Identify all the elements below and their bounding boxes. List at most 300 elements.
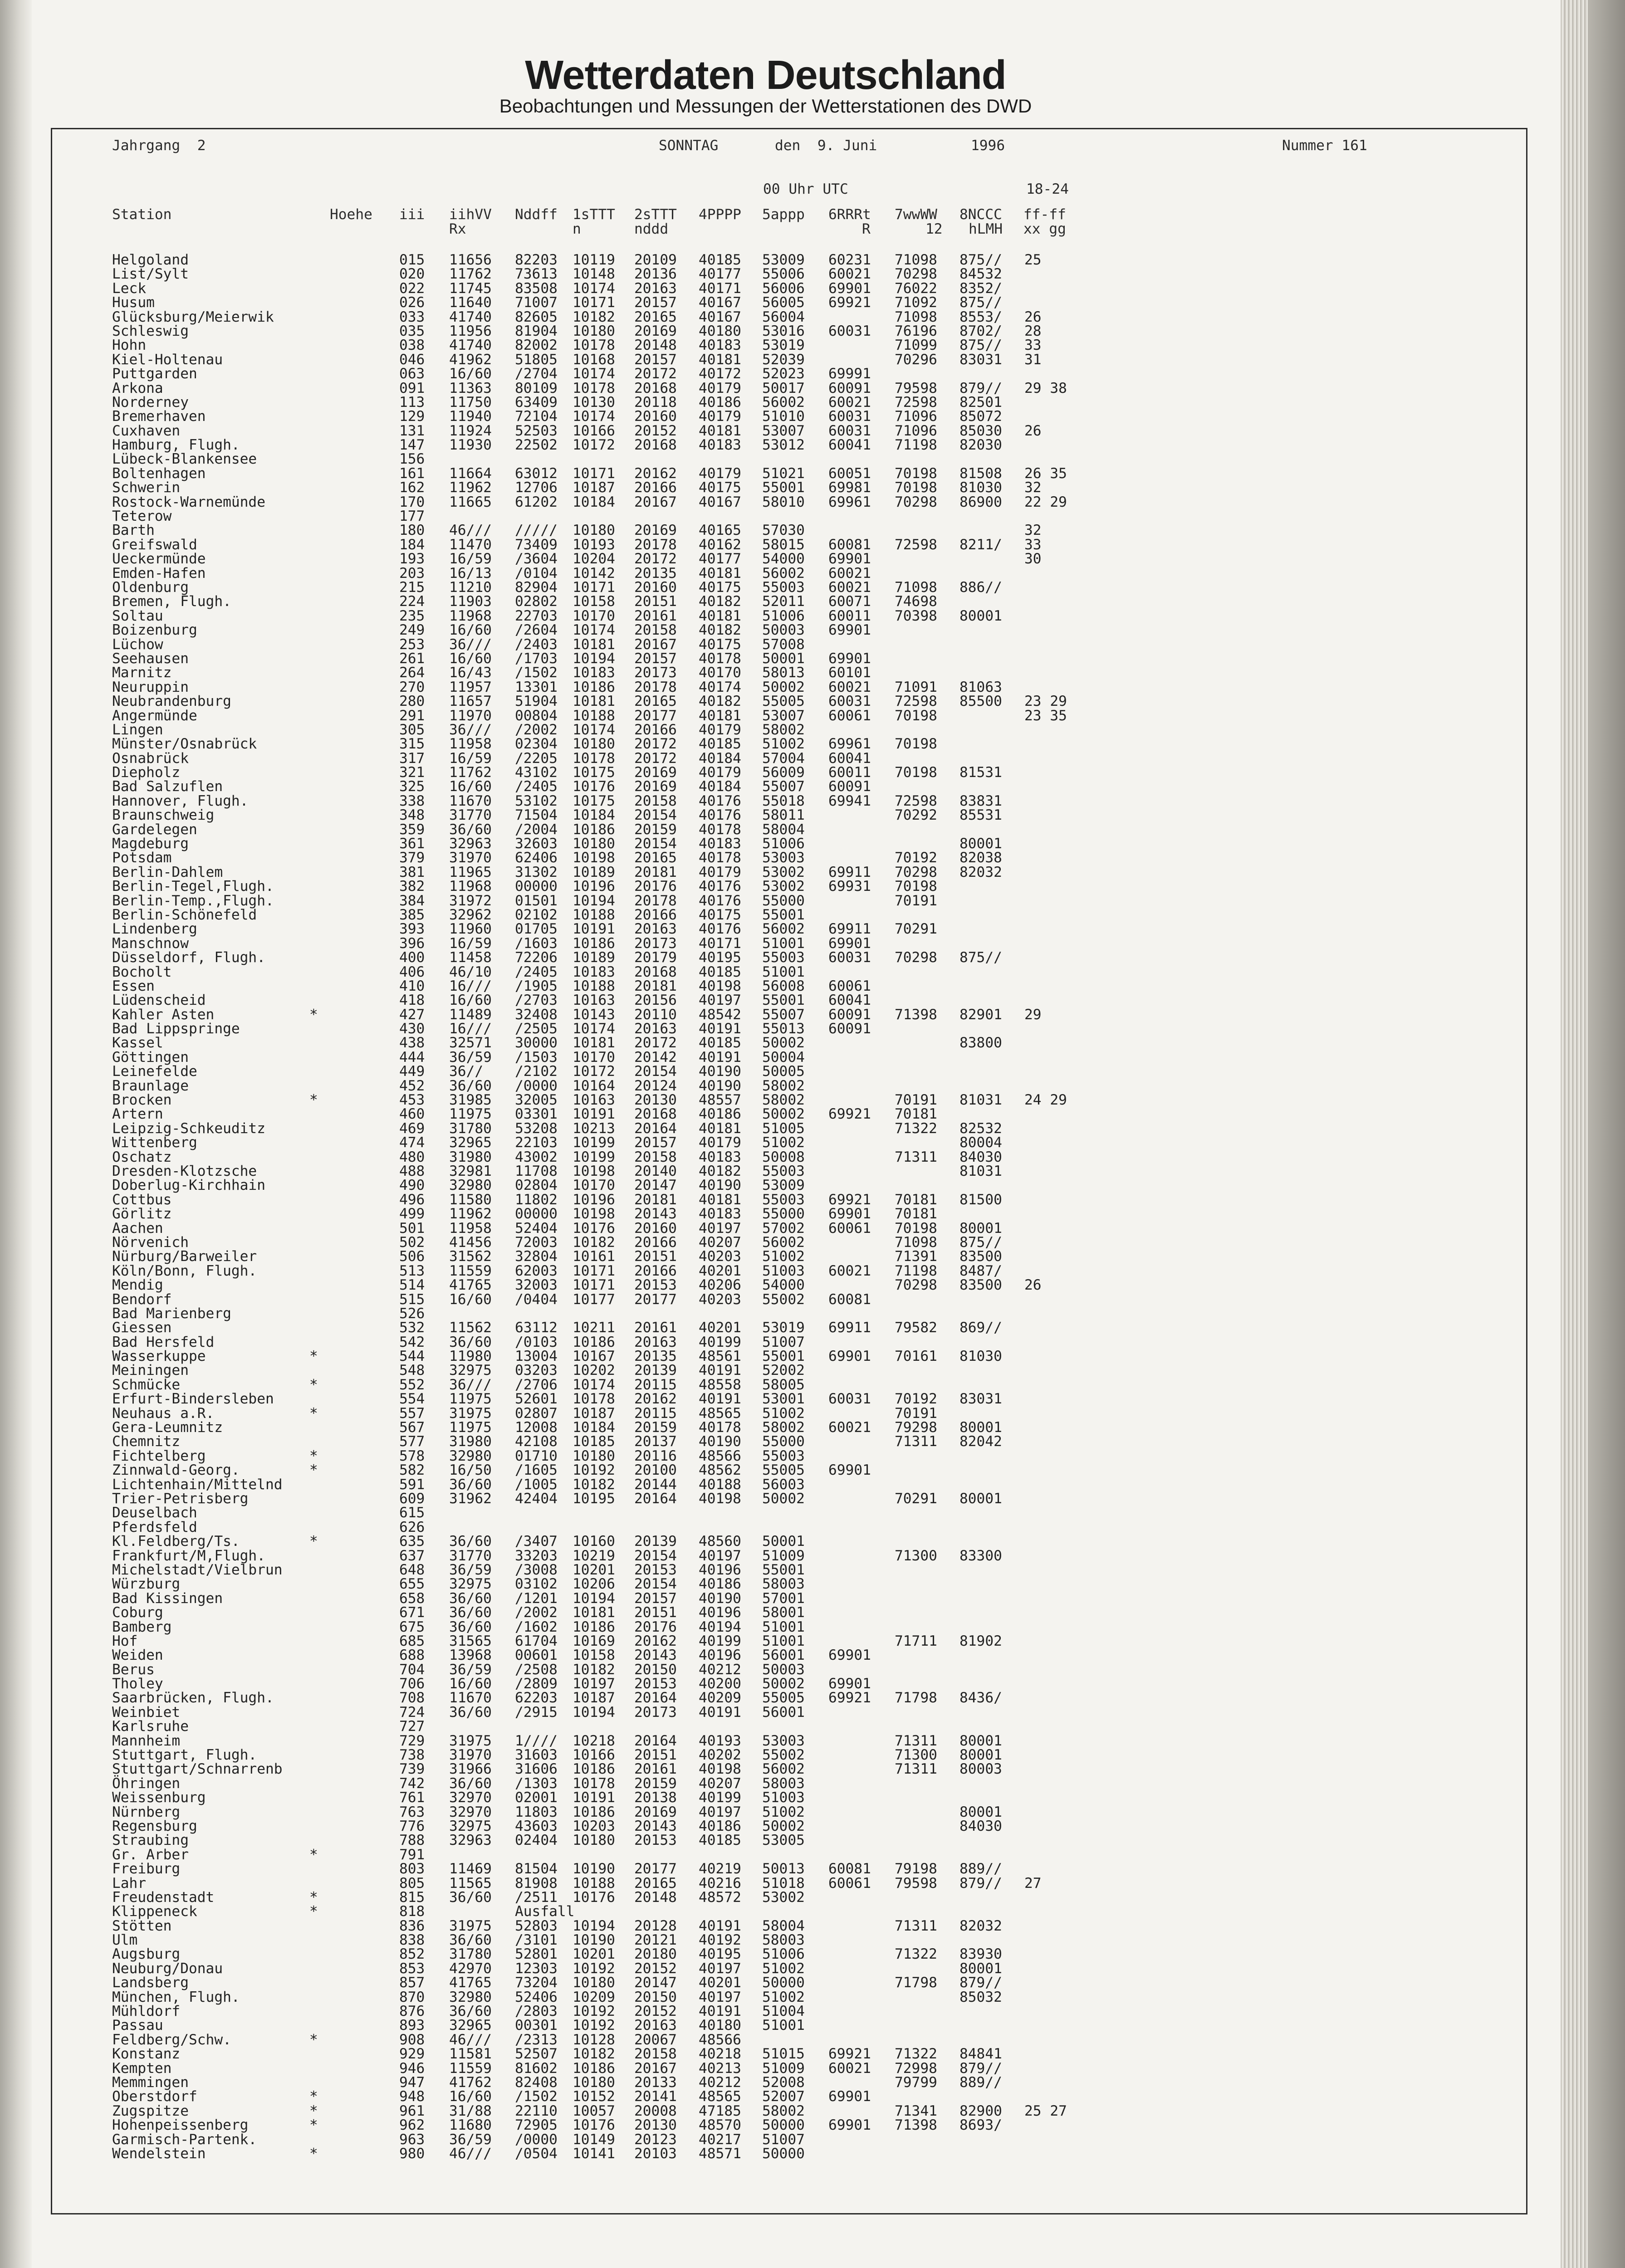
cell-appp: 53003 bbox=[762, 850, 805, 866]
cell-rrr: 60021 bbox=[828, 394, 871, 411]
cell-nccc: 875// bbox=[959, 337, 1002, 354]
cell-station: Hof bbox=[112, 1633, 138, 1649]
cell-station: Neuruppin bbox=[112, 679, 189, 695]
cell-iihvv: 11580 bbox=[449, 1191, 492, 1208]
cell-ttt: 10183 bbox=[573, 963, 615, 980]
cell-rrr: 60091 bbox=[828, 380, 871, 396]
cell-ddd: 20159 bbox=[634, 821, 677, 838]
cell-appp: 53009 bbox=[762, 1177, 805, 1194]
cell-iii: 544 bbox=[399, 1348, 425, 1365]
cell-rrr: 69901 bbox=[828, 2117, 871, 2134]
cell-nddff: 43002 bbox=[515, 1149, 558, 1165]
cell-www: 70181 bbox=[895, 1191, 937, 1208]
cell-station: Zugspitze bbox=[112, 2102, 189, 2119]
cell-iii: 410 bbox=[399, 978, 425, 994]
cell-appp: 56002 bbox=[762, 565, 805, 582]
cell-appp: 58002 bbox=[762, 1077, 805, 1094]
cell-station: Gera-Leumnitz bbox=[112, 1419, 223, 1436]
cell-pppp: 40175 bbox=[699, 636, 741, 653]
cell-pppp: 40175 bbox=[699, 579, 741, 596]
cell-ddd: 20162 bbox=[634, 1633, 677, 1649]
cell-ddd: 20110 bbox=[634, 1006, 677, 1023]
cell-ddd: 20157 bbox=[634, 650, 677, 667]
cell-rrr: 60031 bbox=[828, 693, 871, 710]
cell-appp: 57004 bbox=[762, 750, 805, 767]
cell-ddd: 20167 bbox=[634, 636, 677, 653]
cell-appp: 53002 bbox=[762, 878, 805, 895]
cell-ttt: 10170 bbox=[573, 1049, 615, 1066]
cell-nccc: 889// bbox=[959, 2074, 1002, 2091]
cell-ddd: 20139 bbox=[634, 1533, 677, 1550]
cell-station: Meiningen bbox=[112, 1362, 189, 1379]
cell-ddd: 20151 bbox=[634, 1248, 677, 1265]
cell-ttt: 10180 bbox=[573, 1832, 615, 1849]
cell-iihvv: 16/59 bbox=[449, 935, 492, 952]
cell-appp: 51001 bbox=[762, 1618, 805, 1635]
cell-www: 71391 bbox=[895, 1248, 937, 1265]
cell-ttt: 10181 bbox=[573, 636, 615, 653]
cell-iii: 033 bbox=[399, 308, 425, 325]
cell-pppp: 40203 bbox=[699, 1248, 741, 1265]
cell-appp: 50001 bbox=[762, 1533, 805, 1550]
cell-ttt: 10199 bbox=[573, 1134, 615, 1151]
cell-nccc: 85030 bbox=[959, 422, 1002, 439]
cell-rrr: 69901 bbox=[828, 1647, 871, 1664]
col-header-ff: ff-ff bbox=[1023, 206, 1066, 223]
cell-www: 70292 bbox=[895, 807, 937, 824]
cell-iii: 706 bbox=[399, 1676, 425, 1692]
cell-rrr: 60061 bbox=[828, 707, 871, 724]
cell-appp: 55001 bbox=[762, 906, 805, 923]
cell-iii: 876 bbox=[399, 2003, 425, 2020]
cell-nddff: 00301 bbox=[515, 2017, 558, 2034]
cell-nccc: 85032 bbox=[959, 1989, 1002, 2005]
cell-iihvv: 11745 bbox=[449, 280, 492, 297]
cell-station: Marnitz bbox=[112, 665, 172, 681]
cell-nccc: 80003 bbox=[959, 1761, 1002, 1778]
cell-appp: 56002 bbox=[762, 1234, 805, 1251]
cell-appp: 51006 bbox=[762, 607, 805, 624]
cell-station: Glücksburg/Meierwik bbox=[112, 308, 274, 325]
cell-ddd: 20181 bbox=[634, 864, 677, 880]
cell-nccc: 83500 bbox=[959, 1248, 1002, 1265]
cell-iii: 708 bbox=[399, 1690, 425, 1706]
cell-appp: 55001 bbox=[762, 479, 805, 496]
cell-ff: 26 35 bbox=[1024, 465, 1067, 482]
cell-rrr: 60031 bbox=[828, 323, 871, 339]
cell-iii: 385 bbox=[399, 906, 425, 923]
cell-www: 70198 bbox=[895, 1220, 937, 1237]
cell-pppp: 40162 bbox=[699, 536, 741, 553]
cell-ddd: 20156 bbox=[634, 992, 677, 1009]
cell-ddd: 20172 bbox=[634, 736, 677, 753]
cell-nddff: /1603 bbox=[515, 935, 558, 952]
cell-station: Garmisch-Partenk. bbox=[112, 2131, 257, 2148]
cell-appp: 55002 bbox=[762, 1291, 805, 1308]
cell-appp: 51002 bbox=[762, 1804, 805, 1820]
cell-ttt: 10199 bbox=[573, 1149, 615, 1165]
cell-iihvv: 11670 bbox=[449, 1690, 492, 1706]
cell-station: Weinbiet bbox=[112, 1704, 181, 1721]
cell-pppp: 40177 bbox=[699, 266, 741, 283]
cell-nccc: 80004 bbox=[959, 1134, 1002, 1151]
cell-ddd: 20154 bbox=[634, 1063, 677, 1080]
cell-nddff: 72003 bbox=[515, 1234, 558, 1251]
cell-iihvv: 32970 bbox=[449, 1789, 492, 1806]
col-header-station: Station bbox=[112, 206, 172, 223]
cell-pppp: 48566 bbox=[699, 2031, 741, 2048]
cell-station: Wendelstein bbox=[112, 2145, 206, 2162]
cell-station: Feldberg/Schw. bbox=[112, 2031, 231, 2048]
cell-pppp: 40203 bbox=[699, 1291, 741, 1308]
cell-nddff: 72905 bbox=[515, 2117, 558, 2134]
cell-iii: 453 bbox=[399, 1092, 425, 1109]
cell-nddff: 63409 bbox=[515, 394, 558, 411]
cell-station: Gardelegen bbox=[112, 821, 197, 838]
cell-iii: 406 bbox=[399, 963, 425, 980]
cell-ttt: 10161 bbox=[573, 1248, 615, 1265]
cell-www: 71311 bbox=[895, 1732, 937, 1749]
cell-appp: 50001 bbox=[762, 650, 805, 667]
cell-ddd: 20151 bbox=[634, 1604, 677, 1621]
cell-ttt: 10188 bbox=[573, 707, 615, 724]
cell-ttt: 10143 bbox=[573, 1006, 615, 1023]
cell-ttt: 10180 bbox=[573, 2074, 615, 2091]
cell-pppp: 40167 bbox=[699, 494, 741, 510]
cell-rrr: 69921 bbox=[828, 2046, 871, 2063]
cell-iihvv: 31770 bbox=[449, 1547, 492, 1564]
cell-iihvv: 11640 bbox=[449, 294, 492, 311]
cell-nddff: /1703 bbox=[515, 650, 558, 667]
period-window: 18-24 bbox=[1026, 181, 1069, 197]
cell-nddff: 12706 bbox=[515, 479, 558, 496]
cell-nddff: 02807 bbox=[515, 1405, 558, 1422]
cell-iii: 738 bbox=[399, 1747, 425, 1764]
cell-pppp: 48565 bbox=[699, 2088, 741, 2105]
cell-www: 71398 bbox=[895, 1006, 937, 1023]
cell-appp: 50002 bbox=[762, 679, 805, 695]
cell-pppp: 40182 bbox=[699, 693, 741, 710]
cell-rrr: 69961 bbox=[828, 736, 871, 753]
cell-ddd: 20180 bbox=[634, 1946, 677, 1963]
cell-pppp: 40167 bbox=[699, 308, 741, 325]
cell-pppp: 48542 bbox=[699, 1006, 741, 1023]
cell-appp: 51003 bbox=[762, 1789, 805, 1806]
cell-marker: * bbox=[309, 1903, 318, 1920]
cell-rrr: 60051 bbox=[828, 465, 871, 482]
cell-station: Bad Hersfeld bbox=[112, 1334, 215, 1350]
cell-ddd: 20123 bbox=[634, 2131, 677, 2148]
cell-appp: 50002 bbox=[762, 1818, 805, 1834]
cell-ddd: 20157 bbox=[634, 1590, 677, 1607]
cell-appp: 55007 bbox=[762, 1006, 805, 1023]
cell-ttt: 10186 bbox=[573, 2060, 615, 2077]
cell-iihvv: 36/59 bbox=[449, 1561, 492, 1578]
cell-iihvv: 16/// bbox=[449, 978, 492, 994]
cell-iihvv: 11363 bbox=[449, 380, 492, 396]
cell-appp: 57030 bbox=[762, 522, 805, 539]
cell-ttt: 10182 bbox=[573, 2046, 615, 2063]
cell-station: Stötten bbox=[112, 1917, 172, 1934]
cell-rrr: 60011 bbox=[828, 764, 871, 781]
cell-iii: 815 bbox=[399, 1889, 425, 1906]
cell-iihvv: 36/60 bbox=[449, 1604, 492, 1621]
cell-station: Lichtenhain/Mittelnd bbox=[112, 1476, 283, 1493]
cell-appp: 52039 bbox=[762, 351, 805, 368]
cell-appp: 51006 bbox=[762, 836, 805, 852]
cell-ttt: 10189 bbox=[573, 864, 615, 880]
cell-iii: 393 bbox=[399, 921, 425, 938]
cell-station: Fichtelberg bbox=[112, 1447, 206, 1464]
cell-pppp: 40179 bbox=[699, 721, 741, 738]
cell-iihvv: 36/60 bbox=[449, 1533, 492, 1550]
cell-nddff: /2405 bbox=[515, 963, 558, 980]
cell-nccc: 82030 bbox=[959, 437, 1002, 454]
cell-www: 70198 bbox=[895, 707, 937, 724]
cell-rrr: 60011 bbox=[828, 607, 871, 624]
cell-iii: 381 bbox=[399, 864, 425, 880]
cell-nccc: 82032 bbox=[959, 1917, 1002, 1934]
cell-appp: 50000 bbox=[762, 2145, 805, 2162]
cell-iii: 513 bbox=[399, 1262, 425, 1279]
cell-rrr: 60081 bbox=[828, 1861, 871, 1877]
cell-ddd: 20168 bbox=[634, 963, 677, 980]
cell-ddd: 20162 bbox=[634, 1391, 677, 1408]
cell-pppp: 48570 bbox=[699, 2117, 741, 2134]
cell-ttt: 10168 bbox=[573, 351, 615, 368]
cell-iihvv: 31/88 bbox=[449, 2102, 492, 2119]
cell-appp: 55001 bbox=[762, 1348, 805, 1365]
cell-appp: 56002 bbox=[762, 394, 805, 411]
cell-pppp: 40212 bbox=[699, 1661, 741, 1678]
cell-nddff: 22703 bbox=[515, 607, 558, 624]
cell-station: Neuburg/Donau bbox=[112, 1960, 223, 1977]
cell-nddff: 51805 bbox=[515, 351, 558, 368]
cell-rrr: 69921 bbox=[828, 1106, 871, 1123]
cell-appp: 51009 bbox=[762, 2060, 805, 2077]
cell-iihvv: 31972 bbox=[449, 892, 492, 909]
cell-rrr: 69901 bbox=[828, 1348, 871, 1365]
cell-iii: 184 bbox=[399, 536, 425, 553]
cell-iihvv: 11960 bbox=[449, 921, 492, 938]
cell-www: 70198 bbox=[895, 764, 937, 781]
cell-iihvv: 36/// bbox=[449, 721, 492, 738]
cell-ttt: 10163 bbox=[573, 992, 615, 1009]
cell-nddff: 22502 bbox=[515, 437, 558, 454]
cell-ddd: 20161 bbox=[634, 1761, 677, 1778]
cell-station: Schmücke bbox=[112, 1376, 181, 1393]
cell-nccc: 84532 bbox=[959, 266, 1002, 283]
cell-pppp: 40213 bbox=[699, 2060, 741, 2077]
cell-ddd: 20165 bbox=[634, 1875, 677, 1892]
cell-ddd: 20167 bbox=[634, 494, 677, 510]
cell-iii: 418 bbox=[399, 992, 425, 1009]
cell-ddd: 20153 bbox=[634, 1676, 677, 1692]
cell-ddd: 20173 bbox=[634, 1704, 677, 1721]
cell-ddd: 20181 bbox=[634, 1191, 677, 1208]
cell-ttt: 10057 bbox=[573, 2102, 615, 2119]
cell-appp: 52011 bbox=[762, 593, 805, 610]
cell-nccc: 80001 bbox=[959, 836, 1002, 852]
cell-nccc: 875// bbox=[959, 294, 1002, 311]
cell-iihvv: 11210 bbox=[449, 579, 492, 596]
cell-nccc: 81508 bbox=[959, 465, 1002, 482]
cell-iii: 264 bbox=[399, 665, 425, 681]
cell-pppp: 40171 bbox=[699, 280, 741, 297]
cell-ddd: 20161 bbox=[634, 607, 677, 624]
cell-iii: 253 bbox=[399, 636, 425, 653]
cell-station: Weiden bbox=[112, 1647, 163, 1664]
cell-iihvv: 41765 bbox=[449, 1975, 492, 1991]
cell-station: Schwerin bbox=[112, 479, 181, 496]
cell-iihvv: 41740 bbox=[449, 308, 492, 325]
cell-nddff: 43102 bbox=[515, 764, 558, 781]
cell-station: Oschatz bbox=[112, 1149, 172, 1165]
cell-nddff: 13301 bbox=[515, 679, 558, 695]
cell-nddff: 32804 bbox=[515, 1248, 558, 1265]
cell-station: Norderney bbox=[112, 394, 189, 411]
cell-iii: 671 bbox=[399, 1604, 425, 1621]
cell-station: Leinefelde bbox=[112, 1063, 197, 1080]
cell-iihvv: 11657 bbox=[449, 693, 492, 710]
cell-ttt: 10178 bbox=[573, 380, 615, 396]
cell-iihvv: 31975 bbox=[449, 1732, 492, 1749]
cell-station: Husum bbox=[112, 294, 155, 311]
cell-iihvv: 31780 bbox=[449, 1946, 492, 1963]
cell-appp: 55000 bbox=[762, 1206, 805, 1222]
cell-pppp: 40197 bbox=[699, 1220, 741, 1237]
cell-iihvv: 36/// bbox=[449, 1376, 492, 1393]
cell-marker: * bbox=[309, 1462, 318, 1479]
cell-station: Neuhaus a.R. bbox=[112, 1405, 215, 1422]
cell-iihvv: 11903 bbox=[449, 593, 492, 610]
cell-nddff: 01710 bbox=[515, 1447, 558, 1464]
cell-ddd: 20172 bbox=[634, 551, 677, 567]
cell-www: 70161 bbox=[895, 1348, 937, 1365]
cell-iihvv: 46/// bbox=[449, 2031, 492, 2048]
cell-www: 71300 bbox=[895, 1747, 937, 1764]
cell-pppp: 40184 bbox=[699, 750, 741, 767]
cell-nccc: 83300 bbox=[959, 1547, 1002, 1564]
cell-station: Öhringen bbox=[112, 1775, 181, 1792]
cell-iii: 270 bbox=[399, 679, 425, 695]
cell-nccc: 8352/ bbox=[959, 280, 1002, 297]
cell-appp: 55005 bbox=[762, 693, 805, 710]
cell-nddff: /1005 bbox=[515, 1476, 558, 1493]
cell-station: Brocken bbox=[112, 1092, 172, 1109]
cell-ddd: 20168 bbox=[634, 1106, 677, 1123]
cell-www: 70298 bbox=[895, 864, 937, 880]
cell-pppp: 40181 bbox=[699, 1191, 741, 1208]
cell-www: 70298 bbox=[895, 949, 937, 966]
cell-www: 71098 bbox=[895, 252, 937, 268]
cell-nddff: 61202 bbox=[515, 494, 558, 510]
cell-iihvv: 16/60 bbox=[449, 778, 492, 795]
cell-ddd: 20151 bbox=[634, 1747, 677, 1764]
cell-nccc: 83831 bbox=[959, 792, 1002, 809]
cell-iihvv: 41740 bbox=[449, 337, 492, 354]
cell-iihvv: 11458 bbox=[449, 949, 492, 966]
cell-rrr: 60081 bbox=[828, 1291, 871, 1308]
cell-appp: 51005 bbox=[762, 1120, 805, 1137]
observation-time: 00 Uhr UTC bbox=[763, 181, 848, 197]
cell-iihvv: 11762 bbox=[449, 764, 492, 781]
cell-nddff: 81504 bbox=[515, 1861, 558, 1877]
cell-iihvv: 11970 bbox=[449, 707, 492, 724]
cell-iihvv: 11957 bbox=[449, 679, 492, 695]
cell-ff: 24 29 bbox=[1024, 1092, 1067, 1109]
cell-pppp: 40177 bbox=[699, 551, 741, 567]
cell-marker: * bbox=[309, 2117, 318, 2134]
cell-station: Ueckermünde bbox=[112, 551, 206, 567]
cell-ddd: 20167 bbox=[634, 2060, 677, 2077]
cell-ddd: 20169 bbox=[634, 778, 677, 795]
cell-ttt: 10175 bbox=[573, 764, 615, 781]
cell-iii: 091 bbox=[399, 380, 425, 396]
cell-iii: 635 bbox=[399, 1533, 425, 1550]
cell-station: Wittenberg bbox=[112, 1134, 197, 1151]
col-header-1sttt-2: n bbox=[573, 221, 581, 237]
cell-ttt: 10174 bbox=[573, 280, 615, 297]
cell-appp: 53012 bbox=[762, 437, 805, 454]
cell-pppp: 40201 bbox=[699, 1975, 741, 1991]
cell-station: Bad Salzuflen bbox=[112, 778, 223, 795]
cell-nccc: 8553/ bbox=[959, 308, 1002, 325]
cell-pppp: 40197 bbox=[699, 992, 741, 1009]
cell-iii: 704 bbox=[399, 1661, 425, 1678]
cell-pppp: 40190 bbox=[699, 1177, 741, 1194]
cell-iii: 852 bbox=[399, 1946, 425, 1963]
cell-pppp: 40197 bbox=[699, 1804, 741, 1820]
cell-pppp: 40181 bbox=[699, 1120, 741, 1137]
cell-iihvv: 16/// bbox=[449, 1021, 492, 1037]
cell-nddff: 63112 bbox=[515, 1320, 558, 1336]
cell-station: Bad Marienberg bbox=[112, 1305, 231, 1322]
cell-iihvv: 32975 bbox=[449, 1576, 492, 1593]
cell-ttt: 10180 bbox=[573, 1447, 615, 1464]
cell-www: 71098 bbox=[895, 579, 937, 596]
cell-nccc: 83500 bbox=[959, 1277, 1002, 1294]
cell-station: Deuselbach bbox=[112, 1505, 197, 1521]
cell-nddff: 02404 bbox=[515, 1832, 558, 1849]
cell-station: Stuttgart, Flugh. bbox=[112, 1747, 257, 1764]
cell-nddff: 1//// bbox=[515, 1732, 558, 1749]
cell-station: Soltau bbox=[112, 607, 163, 624]
col-header-6rrrt: 6RRRt bbox=[828, 206, 871, 223]
cell-nddff: /2002 bbox=[515, 1604, 558, 1621]
cell-www: 71096 bbox=[895, 408, 937, 425]
cell-ttt: 10206 bbox=[573, 1576, 615, 1593]
cell-station: Boizenburg bbox=[112, 622, 197, 639]
cell-iii: 857 bbox=[399, 1975, 425, 1991]
cell-nccc: 889// bbox=[959, 1861, 1002, 1877]
cell-ttt: 10170 bbox=[573, 607, 615, 624]
cell-station: Emden-Hafen bbox=[112, 565, 206, 582]
cell-iii: 675 bbox=[399, 1618, 425, 1635]
cell-station: Görlitz bbox=[112, 1206, 172, 1222]
cell-ttt: 10178 bbox=[573, 750, 615, 767]
cell-iihvv: 32965 bbox=[449, 1134, 492, 1151]
cell-pppp: 40217 bbox=[699, 2131, 741, 2148]
cell-ddd: 20176 bbox=[634, 1618, 677, 1635]
cell-station: Rostock-Warnemünde bbox=[112, 494, 265, 510]
cell-appp: 54000 bbox=[762, 551, 805, 567]
cell-www: 72598 bbox=[895, 536, 937, 553]
cell-iii: 948 bbox=[399, 2088, 425, 2105]
cell-appp: 53001 bbox=[762, 1391, 805, 1408]
cell-nddff: 42108 bbox=[515, 1433, 558, 1450]
cell-www: 70191 bbox=[895, 1092, 937, 1109]
